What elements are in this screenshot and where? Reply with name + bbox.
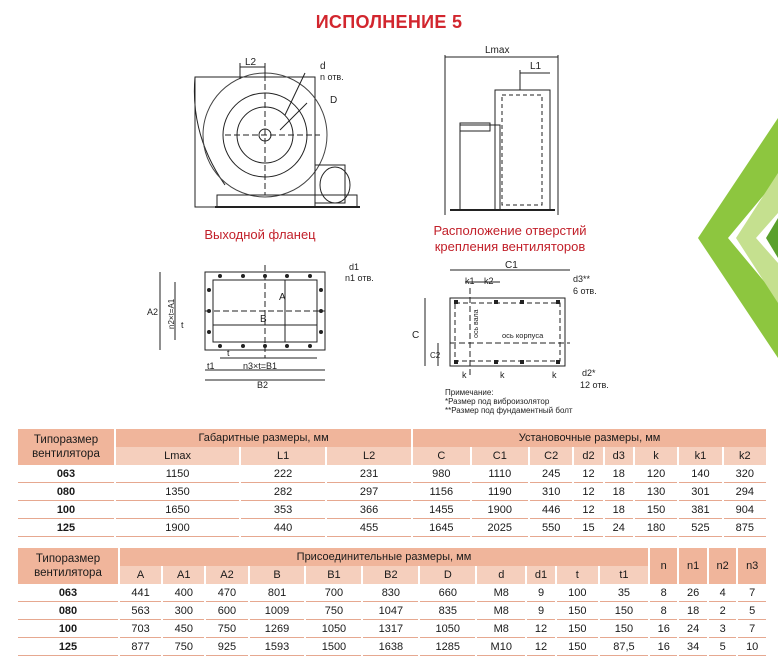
table1-group-overall: Габаритные размеры, мм (116, 429, 411, 447)
table-cell: 450 (163, 620, 204, 638)
table-cell: 12 (574, 483, 602, 501)
table2-col-a1: A1 (163, 566, 204, 584)
caption-outlet-flange (180, 227, 340, 243)
base-k-b-label: k (500, 370, 505, 380)
flange-A-label: A (279, 292, 286, 303)
table-row (18, 584, 766, 602)
table2-col-b: B (250, 566, 305, 584)
table-cell: 1150 (116, 465, 239, 483)
table-cell: 7 (738, 620, 766, 638)
table2-model-header (18, 548, 118, 584)
table-cell: 1350 (116, 483, 239, 501)
table-cell: 2 (709, 602, 736, 620)
table2-col-d: d (477, 566, 525, 584)
table-cell: 294 (724, 483, 766, 501)
table-cell: 18 (605, 483, 633, 501)
table-cell: 877 (120, 638, 161, 656)
table-cell: 24 (605, 519, 633, 537)
base-k-c-label: k (552, 370, 557, 380)
table2-col-d1: d1 (527, 566, 554, 584)
table-cell: 1050 (306, 620, 361, 638)
table-cell: 12 (527, 638, 554, 656)
table-cell: 12 (527, 620, 554, 638)
table-cell: 446 (530, 501, 572, 519)
table-cell: 470 (206, 584, 247, 602)
table-cell: 16 (650, 638, 677, 656)
flange-t-bottom-label: t (227, 348, 230, 358)
flange-d1-label: d1 (349, 262, 360, 272)
table-cell: 24 (679, 620, 706, 638)
table-cell: 353 (241, 501, 325, 519)
table1-col-l2: L2 (327, 447, 411, 465)
table-cell: 15 (574, 519, 602, 537)
table-row (18, 519, 766, 537)
table-cell: 320 (724, 465, 766, 483)
table-cell: 4 (709, 584, 736, 602)
note-line2: **Размер под фундаментный болт (445, 406, 573, 415)
table1-col-lmax: Lmax (116, 447, 239, 465)
base-axis-shaft-label: ось вала (473, 309, 480, 338)
table-cell: 1455 (413, 501, 469, 519)
table-cell: 150 (635, 501, 677, 519)
caption-outlet-flange-text: Выходной фланец (204, 227, 316, 242)
note-line1: *Размер под виброизолятор (445, 397, 550, 406)
table-cell: 18 (605, 465, 633, 483)
table-cell: 8 (650, 584, 677, 602)
table-cell: 1110 (472, 465, 528, 483)
table-cell: 5 (709, 638, 736, 656)
table-cell: 1650 (116, 501, 239, 519)
front-view-drawing (185, 45, 385, 225)
table-cell: 100 (557, 584, 598, 602)
table-cell: 310 (530, 483, 572, 501)
table1-row-model: 080 (18, 483, 114, 501)
table-cell: 1269 (250, 620, 305, 638)
front-l2-label: L2 (245, 57, 257, 68)
base-d2-label: d2* (582, 368, 596, 378)
table-cell: 1285 (420, 638, 475, 656)
table-cell: 87,5 (600, 638, 648, 656)
base-12holes-label: 12 отв. (580, 380, 609, 390)
table2-row-model: 080 (18, 602, 118, 620)
table-cell: 7 (738, 584, 766, 602)
base-6holes-label: 6 отв. (573, 286, 597, 296)
front-d-label: d (320, 61, 326, 72)
table-cell: 222 (241, 465, 325, 483)
flange-n1-label: n1 отв. (345, 273, 374, 283)
table-cell: 10 (738, 638, 766, 656)
table-cell: 1645 (413, 519, 469, 537)
flange-A2-label: A2 (147, 307, 159, 317)
table-cell: 750 (206, 620, 247, 638)
table-row (18, 638, 766, 656)
flange-drawing (145, 260, 375, 395)
table-cell: 8 (650, 602, 677, 620)
table-cell: 1638 (363, 638, 418, 656)
table1-row-model: 125 (18, 519, 114, 537)
side-lmax-label: Lmax (485, 45, 510, 56)
table-cell: 441 (120, 584, 161, 602)
base-k2-label: k2 (484, 276, 494, 286)
flange-n3t-label: n3×t=B1 (243, 361, 278, 371)
front-n-holes-label: n отв. (320, 72, 344, 82)
caption-mount-holes (405, 223, 615, 255)
table-cell: 150 (557, 638, 598, 656)
base-C-label: C (412, 330, 420, 341)
table-cell: 925 (206, 638, 247, 656)
table-cell: 563 (120, 602, 161, 620)
table1-row-model: 063 (18, 465, 114, 483)
table-cell: 297 (327, 483, 411, 501)
table1-col-k1: k1 (679, 447, 721, 465)
table-cell: 1009 (250, 602, 305, 620)
table-cell: 550 (530, 519, 572, 537)
table1-col-c: C (413, 447, 469, 465)
table-cell: 300 (163, 602, 204, 620)
table-cell: 5 (738, 602, 766, 620)
table2-col-a2: A2 (206, 566, 247, 584)
table2-col-n3: n3 (738, 548, 766, 584)
table-cell: 2025 (472, 519, 528, 537)
table1-col-l1: L1 (241, 447, 325, 465)
table2-col-n: n (650, 548, 677, 584)
table-cell: 801 (250, 584, 305, 602)
table-cell: 700 (306, 584, 361, 602)
table-cell: 1900 (116, 519, 239, 537)
table-cell: 1593 (250, 638, 305, 656)
table-cell: 1050 (420, 620, 475, 638)
table-row (18, 602, 766, 620)
base-k-a-label: k (462, 370, 467, 380)
table1-model-header (18, 429, 114, 465)
side-view-drawing (440, 45, 570, 225)
table-cell: 835 (420, 602, 475, 620)
table-cell: 245 (530, 465, 572, 483)
flange-n2t-label: n2×t=A1 (167, 298, 176, 329)
table-cell: 1190 (472, 483, 528, 501)
table1-col-k2: k2 (724, 447, 766, 465)
table-cell: 980 (413, 465, 469, 483)
table-cell: 18 (679, 602, 706, 620)
chevron-decoration (678, 118, 778, 358)
flange-B-label: B (260, 314, 267, 325)
flange-t-left-label: t (181, 320, 184, 330)
table2-col-n2: n2 (709, 548, 736, 584)
table-cell: 366 (327, 501, 411, 519)
table-cell: 140 (679, 465, 721, 483)
table2-col-D: D (420, 566, 475, 584)
flange-B2-label: B2 (257, 380, 269, 390)
table-cell: 525 (679, 519, 721, 537)
table-cell: 18 (605, 501, 633, 519)
table-cell: 875 (724, 519, 766, 537)
table-cell: 301 (679, 483, 721, 501)
table-row (18, 483, 766, 501)
caption-mount-holes-line1: Расположение отверстий (433, 223, 587, 238)
page-title: ИСПОЛНЕНИЕ 5 (315, 12, 463, 32)
table-cell: 703 (120, 620, 161, 638)
table1-col-c2: C2 (530, 447, 572, 465)
table-cell: 440 (241, 519, 325, 537)
table1-col-d2: d2 (574, 447, 602, 465)
table-cell: 12 (574, 501, 602, 519)
table-cell: 16 (650, 620, 677, 638)
table-cell: M10 (477, 638, 525, 656)
table-cell: 750 (306, 602, 361, 620)
table-cell: 180 (635, 519, 677, 537)
table-cell: 750 (163, 638, 204, 656)
table2-model-header-text: Типоразмер вентилятора (34, 553, 102, 579)
base-drawing (410, 258, 620, 418)
table-cell: 904 (724, 501, 766, 519)
table-row (18, 465, 766, 483)
base-C2-label: C2 (430, 351, 441, 360)
table-cell: 3 (709, 620, 736, 638)
table-cell: 282 (241, 483, 325, 501)
table-cell: 1900 (472, 501, 528, 519)
base-C1-label: C1 (505, 260, 518, 271)
table-cell: 1156 (413, 483, 469, 501)
base-d3-label: d3** (573, 274, 591, 284)
table2-col-t1: t1 (600, 566, 648, 584)
table2-group-connect: Присоединительные размеры, мм (120, 548, 648, 566)
table-cell: 1047 (363, 602, 418, 620)
table-cell: 26 (679, 584, 706, 602)
table-cell: M8 (477, 602, 525, 620)
table-cell: 455 (327, 519, 411, 537)
table-cell: 35 (600, 584, 648, 602)
note-heading: Примечание: (445, 388, 494, 397)
table-cell: 150 (557, 602, 598, 620)
table-cell: 12 (574, 465, 602, 483)
table-cell: 381 (679, 501, 721, 519)
table-cell: 1317 (363, 620, 418, 638)
table-cell: 150 (557, 620, 598, 638)
table2-col-a: A (120, 566, 161, 584)
base-axis-body-label: ось корпуса (502, 331, 544, 340)
table2-col-b2: B2 (363, 566, 418, 584)
table-cell: 400 (163, 584, 204, 602)
table-cell: M8 (477, 584, 525, 602)
table2-col-t: t (557, 566, 598, 584)
table-row (18, 620, 766, 638)
table-cell: 231 (327, 465, 411, 483)
table1-model-header-text: Типоразмер вентилятора (32, 434, 100, 460)
base-k1-label: k1 (465, 276, 475, 286)
flange-t1-label: t1 (207, 361, 215, 371)
connection-dimensions-table (16, 548, 768, 656)
table-row (18, 501, 766, 519)
table-cell: 120 (635, 465, 677, 483)
table2-row-model: 063 (18, 584, 118, 602)
table-cell: 660 (420, 584, 475, 602)
side-l1-label: L1 (530, 61, 542, 72)
overall-install-dimensions-table (16, 429, 768, 537)
table-cell: 600 (206, 602, 247, 620)
table1-col-c1: C1 (472, 447, 528, 465)
caption-mount-holes-line2: крепления вентиляторов (434, 239, 586, 254)
table-cell: 9 (527, 584, 554, 602)
table2-col-n1: n1 (679, 548, 706, 584)
table-cell: 830 (363, 584, 418, 602)
table1-row-model: 100 (18, 501, 114, 519)
table2-col-b1: B1 (306, 566, 361, 584)
table-cell: 34 (679, 638, 706, 656)
table1-group-install: Установочные размеры, мм (413, 429, 766, 447)
table-cell: 150 (600, 602, 648, 620)
table2-row-model: 125 (18, 638, 118, 656)
table-cell: 130 (635, 483, 677, 501)
table1-col-k: k (635, 447, 677, 465)
table-cell: 9 (527, 602, 554, 620)
table-cell: 150 (600, 620, 648, 638)
table1-col-d3: d3 (605, 447, 633, 465)
front-D-label: D (330, 95, 338, 106)
table-cell: M8 (477, 620, 525, 638)
table2-row-model: 100 (18, 620, 118, 638)
table-cell: 1500 (306, 638, 361, 656)
